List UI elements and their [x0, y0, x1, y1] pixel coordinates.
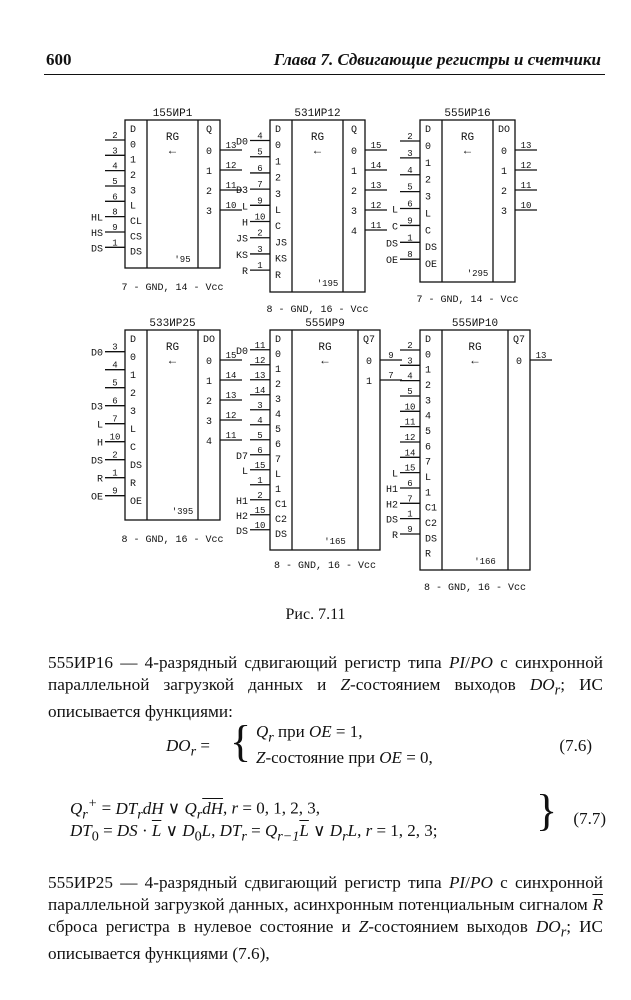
svg-text:0: 0 — [130, 140, 137, 152]
svg-text:13: 13 — [254, 370, 266, 381]
svg-text:9: 9 — [112, 486, 118, 497]
header-rule — [44, 74, 605, 75]
chip-5 — [236, 318, 402, 572]
svg-text:6: 6 — [112, 192, 118, 203]
svg-text:'95: '95 — [174, 255, 191, 265]
svg-text:13: 13 — [370, 181, 382, 191]
svg-text:11: 11 — [225, 431, 237, 441]
svg-text:DS: DS — [235, 526, 248, 538]
svg-text:JS: JS — [275, 238, 288, 250]
svg-text:6: 6 — [407, 478, 413, 489]
svg-text:RG: RG — [460, 132, 475, 144]
svg-text:DS: DS — [275, 530, 288, 541]
svg-text:7: 7 — [388, 371, 394, 381]
svg-text:1: 1 — [407, 233, 413, 244]
svg-text:R: R — [241, 267, 248, 279]
svg-text:12: 12 — [370, 201, 382, 211]
svg-text:DS: DS — [385, 239, 398, 251]
svg-text:8: 8 — [407, 250, 413, 261]
svg-text:RG: RG — [165, 342, 180, 354]
svg-text:3: 3 — [205, 417, 213, 428]
svg-text:←: ← — [313, 144, 322, 158]
svg-text:HL: HL — [90, 213, 103, 225]
svg-text:0: 0 — [275, 141, 282, 153]
equation-number-7-6: (7.6) — [559, 736, 592, 755]
svg-text:RG: RG — [310, 132, 325, 144]
svg-text:JS: JS — [235, 234, 248, 246]
svg-text:5: 5 — [257, 147, 263, 158]
svg-text:1: 1 — [425, 488, 432, 500]
svg-text:12: 12 — [225, 161, 237, 171]
svg-text:D0: D0 — [235, 137, 248, 149]
svg-text:DS: DS — [90, 456, 103, 468]
svg-text:12: 12 — [254, 355, 266, 366]
svg-text:10: 10 — [254, 520, 266, 531]
svg-text:5: 5 — [425, 427, 432, 438]
svg-text:KS: KS — [275, 254, 288, 266]
svg-text:L: L — [391, 205, 398, 217]
chip-title: 533ИР25 — [149, 318, 196, 330]
svg-text:15: 15 — [254, 460, 266, 471]
svg-text:3: 3 — [275, 395, 282, 406]
svg-text:1: 1 — [205, 377, 213, 388]
svg-text:HS: HS — [90, 228, 103, 240]
svg-text:5: 5 — [112, 378, 118, 389]
svg-text:←: ← — [321, 354, 329, 368]
svg-text:D3: D3 — [235, 186, 248, 198]
svg-text:7: 7 — [112, 414, 118, 425]
svg-text:10: 10 — [254, 212, 266, 223]
svg-text:2: 2 — [130, 389, 137, 400]
svg-text:6: 6 — [257, 163, 263, 174]
svg-text:L: L — [275, 206, 282, 217]
svg-text:←: ← — [168, 144, 177, 158]
svg-text:L: L — [425, 209, 432, 221]
svg-text:C: C — [391, 222, 398, 234]
svg-text:D: D — [275, 125, 282, 136]
svg-text:6: 6 — [112, 396, 118, 407]
svg-text:2: 2 — [112, 450, 118, 461]
svg-text:D3: D3 — [90, 402, 103, 414]
svg-text:6: 6 — [407, 199, 413, 210]
svg-text:DS: DS — [425, 534, 438, 546]
svg-text:1: 1 — [425, 158, 432, 170]
svg-text:3: 3 — [425, 192, 432, 204]
svg-text:15: 15 — [254, 505, 266, 516]
svg-text:7: 7 — [407, 494, 413, 505]
chip-2 — [236, 108, 387, 316]
svg-text:13: 13 — [520, 141, 532, 151]
svg-text:2: 2 — [205, 187, 213, 198]
svg-text:1: 1 — [407, 509, 413, 520]
svg-text:8: 8 — [112, 207, 118, 218]
svg-text:1: 1 — [275, 485, 282, 496]
svg-text:4: 4 — [350, 227, 358, 238]
svg-text:L: L — [241, 202, 248, 214]
svg-text:4: 4 — [275, 410, 282, 421]
svg-text:CS: CS — [130, 232, 143, 244]
chip-4 — [91, 318, 242, 546]
svg-text:D: D — [425, 125, 432, 136]
svg-text:Q: Q — [350, 125, 358, 136]
figure-7-11 — [0, 90, 631, 600]
svg-text:C1: C1 — [425, 503, 438, 515]
svg-text:1: 1 — [275, 157, 282, 169]
svg-text:5: 5 — [275, 425, 282, 436]
svg-text:11: 11 — [404, 417, 416, 428]
svg-text:7: 7 — [275, 455, 282, 466]
svg-text:R: R — [96, 474, 103, 486]
svg-text:'395: '395 — [171, 507, 194, 517]
svg-text:2: 2 — [407, 340, 413, 351]
svg-text:D: D — [425, 335, 432, 346]
chip-title: 531ИР12 — [294, 108, 341, 120]
svg-text:DS: DS — [90, 244, 103, 256]
svg-text:2: 2 — [275, 380, 282, 391]
svg-text:7: 7 — [425, 457, 432, 469]
svg-text:H: H — [241, 218, 248, 230]
svg-text:3: 3 — [112, 146, 118, 157]
svg-text:H2: H2 — [235, 511, 248, 523]
svg-text:2: 2 — [130, 171, 137, 182]
svg-text:CL: CL — [130, 217, 143, 228]
svg-text:1: 1 — [500, 167, 508, 178]
svg-text:11: 11 — [520, 181, 532, 191]
svg-text:15: 15 — [404, 463, 416, 474]
svg-text:0: 0 — [500, 147, 508, 158]
svg-text:3: 3 — [205, 207, 213, 218]
svg-text:4: 4 — [112, 360, 118, 371]
svg-text:2: 2 — [205, 397, 213, 408]
svg-text:3: 3 — [257, 400, 263, 411]
svg-text:L: L — [96, 420, 103, 432]
svg-text:1: 1 — [112, 468, 118, 479]
svg-text:D0: D0 — [235, 346, 248, 358]
svg-text:4: 4 — [425, 411, 432, 423]
svg-text:C: C — [425, 226, 432, 238]
chip-title: 555ИР16 — [444, 108, 491, 120]
svg-text:12: 12 — [404, 432, 416, 443]
svg-text:DS: DS — [130, 461, 143, 472]
svg-text:RG: RG — [165, 132, 180, 144]
svg-text:1: 1 — [112, 238, 118, 249]
svg-text:H2: H2 — [385, 500, 398, 512]
svg-text:3: 3 — [500, 207, 508, 218]
chip-6 — [386, 318, 552, 594]
svg-text:15: 15 — [370, 141, 382, 151]
svg-text:1: 1 — [130, 371, 137, 382]
svg-text:11: 11 — [370, 221, 382, 231]
svg-text:3: 3 — [407, 148, 413, 159]
chip-footer: 8 - GND, 16 - Vcc — [423, 583, 527, 594]
svg-text:5: 5 — [407, 386, 413, 397]
svg-text:H1: H1 — [385, 484, 398, 496]
svg-text:3: 3 — [112, 342, 118, 353]
svg-text:10: 10 — [109, 432, 121, 443]
svg-text:5: 5 — [112, 176, 118, 187]
svg-text:'195: '195 — [316, 279, 339, 289]
svg-text:9: 9 — [407, 216, 413, 227]
svg-text:9: 9 — [112, 222, 118, 233]
svg-text:9: 9 — [407, 524, 413, 535]
svg-text:0: 0 — [350, 147, 358, 158]
svg-text:Q7: Q7 — [512, 335, 526, 346]
svg-text:Q7: Q7 — [362, 335, 376, 346]
svg-text:OE: OE — [385, 256, 398, 268]
svg-text:0: 0 — [130, 353, 137, 364]
svg-text:D: D — [275, 335, 282, 346]
svg-text:4: 4 — [257, 415, 263, 426]
chip-footer: 7 - GND, 14 - Vcc — [416, 295, 519, 306]
svg-text:DS: DS — [385, 515, 398, 527]
svg-text:3: 3 — [425, 396, 432, 408]
svg-text:4: 4 — [407, 165, 413, 176]
svg-text:0: 0 — [205, 147, 213, 158]
svg-text:R: R — [130, 479, 137, 490]
chip-1 — [91, 108, 242, 294]
svg-text:C2: C2 — [425, 519, 438, 530]
svg-text:3: 3 — [275, 189, 282, 201]
svg-text:←: ← — [168, 354, 177, 368]
svg-text:0: 0 — [365, 357, 373, 368]
svg-text:0: 0 — [205, 357, 213, 368]
equation-number-7-7: (7.7) — [573, 809, 606, 828]
equation-7-6: $DO_r$ = { $Q_r$ при OE = 1, Z-состояние при OE = 0, (7.6) — [166, 717, 592, 767]
svg-text:0: 0 — [425, 141, 432, 153]
svg-text:7: 7 — [257, 180, 263, 191]
svg-text:12: 12 — [520, 161, 532, 171]
svg-text:DS: DS — [130, 247, 143, 259]
svg-text:11: 11 — [254, 340, 266, 351]
svg-text:14: 14 — [254, 385, 266, 396]
chapter-title: Глава 7. Сдвигающие регистры и счетчики — [273, 50, 601, 69]
svg-text:10: 10 — [520, 201, 532, 211]
svg-text:DO: DO — [202, 335, 216, 346]
svg-text:1: 1 — [130, 155, 137, 167]
svg-text:3: 3 — [350, 207, 358, 218]
svg-text:4: 4 — [205, 437, 213, 448]
svg-text:10: 10 — [225, 201, 237, 211]
equation-7-7: $Q_r^+ = DT_rdH$ ∨ $Q_r\overline{dH}$, r = 0, 1, 2, 3, $DT_0$ = DS · $\overline{L}$ ∨ $D_0L$, $DT_r = Q_{r-1}\overline{L}$ ∨ $D_rL$, r = 1, 2, 3; } (7.7) — [70, 786, 606, 845]
svg-text:2: 2 — [425, 175, 432, 187]
svg-text:2: 2 — [112, 130, 118, 141]
svg-text:L: L — [391, 469, 398, 481]
svg-text:14: 14 — [370, 161, 382, 171]
svg-text:Q: Q — [205, 125, 213, 136]
svg-text:5: 5 — [257, 430, 263, 441]
chip-footer: 8 - GND, 16 - Vcc — [121, 535, 224, 546]
svg-text:10: 10 — [404, 402, 416, 413]
svg-text:3: 3 — [130, 186, 137, 198]
chip-title: 555ИР9 — [305, 318, 345, 330]
svg-text:OE: OE — [90, 492, 103, 504]
svg-text:RG: RG — [468, 342, 482, 354]
svg-text:←: ← — [471, 354, 479, 368]
svg-text:1: 1 — [257, 475, 263, 486]
svg-text:1: 1 — [257, 261, 263, 272]
svg-text:2: 2 — [407, 131, 413, 142]
svg-text:0: 0 — [425, 350, 432, 362]
svg-text:'165: '165 — [324, 537, 346, 547]
paragraph-555ir25: 555ИР25 — 4-разрядный сдвигающий регистр типа PI/PO с синхронной параллельной загрузкой данных, асинхронным потенциальным сигналом $\overline{R}$ сброса регистра в нулевое состояние и Z-состоянием выходов $DO_r$; ИС описывается функциями (7.6), — [48, 873, 603, 964]
svg-text:3: 3 — [257, 244, 263, 255]
svg-text:0: 0 — [515, 357, 523, 368]
figure-caption: Рис. 7.11 — [285, 606, 346, 623]
svg-text:L: L — [130, 425, 137, 436]
chip-footer: 8 - GND, 16 - Vcc — [273, 561, 377, 572]
chip-footer: 8 - GND, 16 - Vcc — [266, 305, 369, 316]
svg-text:DS: DS — [425, 243, 438, 255]
svg-text:15: 15 — [225, 351, 237, 361]
chip-title: 555ИР10 — [451, 318, 499, 330]
svg-text:13: 13 — [535, 351, 547, 361]
svg-text:←: ← — [463, 144, 472, 158]
svg-text:C: C — [130, 443, 137, 454]
svg-text:6: 6 — [257, 445, 263, 456]
svg-text:1: 1 — [205, 167, 213, 178]
svg-text:1: 1 — [275, 365, 282, 376]
svg-text:4: 4 — [112, 161, 118, 172]
svg-text:D: D — [130, 125, 137, 136]
svg-text:14: 14 — [225, 371, 237, 381]
svg-text:9: 9 — [257, 196, 263, 207]
svg-text:12: 12 — [225, 411, 237, 421]
svg-text:'166: '166 — [474, 557, 496, 567]
svg-text:2: 2 — [500, 187, 508, 198]
svg-text:L: L — [425, 473, 432, 484]
svg-text:13: 13 — [225, 391, 237, 401]
svg-text:DO: DO — [497, 125, 511, 136]
svg-text:9: 9 — [388, 351, 394, 361]
svg-text:H: H — [96, 438, 103, 450]
svg-text:RG: RG — [318, 342, 332, 354]
svg-text:0: 0 — [275, 350, 282, 361]
svg-text:C2: C2 — [275, 515, 288, 526]
svg-text:2: 2 — [425, 381, 432, 392]
svg-text:L: L — [275, 470, 282, 481]
chip-3 — [386, 108, 537, 306]
svg-text:11: 11 — [225, 181, 237, 191]
svg-text:6: 6 — [275, 440, 282, 451]
svg-text:2: 2 — [257, 490, 263, 501]
svg-text:2: 2 — [257, 228, 263, 239]
svg-text:6: 6 — [425, 442, 432, 454]
svg-text:D: D — [130, 335, 137, 346]
page-number: 600 — [46, 50, 72, 69]
svg-text:KS: KS — [235, 250, 248, 262]
svg-text:3: 3 — [407, 356, 413, 367]
svg-text:1: 1 — [425, 365, 432, 377]
svg-text:R: R — [391, 530, 398, 542]
svg-text:C1: C1 — [275, 500, 288, 511]
svg-text:H1: H1 — [235, 496, 248, 508]
paragraph-555ir16: 555ИР16 — 4-разрядный сдвигающий регистр типа PI/PO с синхронной параллельной загрузкой данных и Z-состоянием выходов $DO_r$; ИС описывается функциями: — [48, 653, 603, 722]
svg-text:D7: D7 — [235, 451, 248, 463]
svg-text:OE: OE — [425, 260, 438, 272]
svg-text:2: 2 — [275, 173, 282, 185]
svg-text:R: R — [425, 549, 432, 561]
svg-text:D0: D0 — [90, 348, 103, 360]
svg-text:14: 14 — [404, 448, 416, 459]
svg-text:'295: '295 — [466, 269, 489, 279]
svg-text:13: 13 — [225, 141, 237, 151]
svg-text:C: C — [275, 222, 282, 234]
svg-text:3: 3 — [130, 407, 137, 418]
chip-footer: 7 - GND, 14 - Vcc — [121, 283, 224, 294]
svg-text:2: 2 — [350, 187, 358, 198]
svg-text:4: 4 — [257, 131, 263, 142]
svg-text:L: L — [130, 201, 137, 213]
svg-text:5: 5 — [407, 182, 413, 193]
svg-text:L: L — [241, 466, 248, 478]
svg-text:1: 1 — [350, 167, 358, 178]
svg-text:4: 4 — [407, 371, 413, 382]
chip-title: 155ИР1 — [152, 108, 193, 120]
svg-text:OE: OE — [130, 497, 143, 508]
svg-text:R: R — [275, 270, 282, 282]
svg-text:1: 1 — [365, 377, 373, 388]
